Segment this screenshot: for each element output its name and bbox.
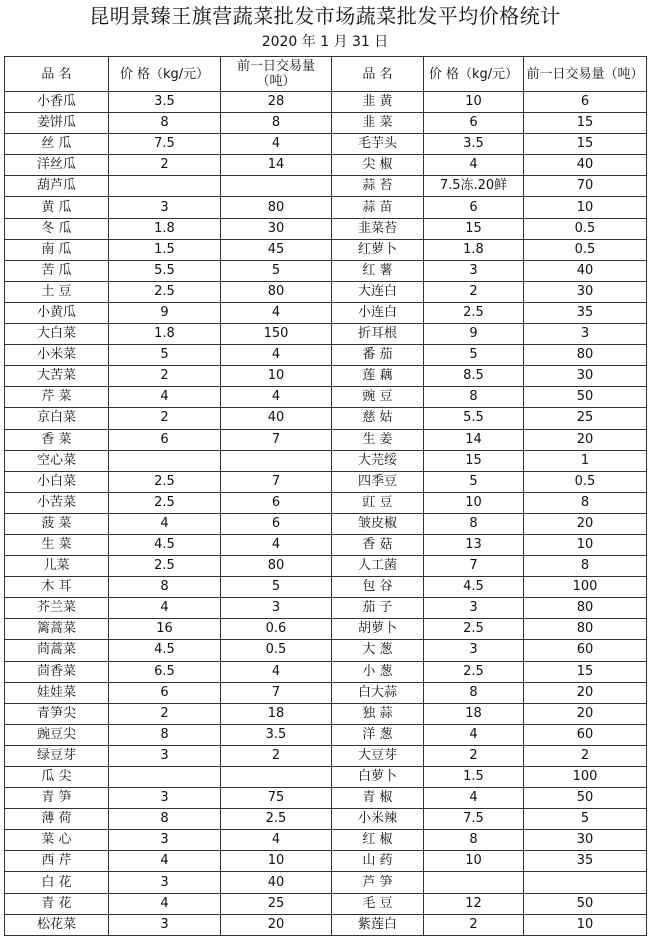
cell-price-right: 3	[424, 640, 524, 661]
cell-price-left: 3	[109, 914, 221, 935]
sheet-date: 2020 年 1 月 31 日	[261, 34, 389, 50]
cell-volume-left: 25	[221, 893, 332, 914]
cell-name-left: 菜 心	[5, 830, 109, 851]
cell-price-left: 4	[109, 387, 221, 408]
table-row	[5, 218, 647, 239]
cell-name-left: 生 菜	[5, 534, 109, 555]
cell-price-left: 8	[109, 113, 221, 134]
table-row	[5, 851, 647, 872]
cell-volume-left: 4	[221, 661, 332, 682]
cell-volume-right: 3	[524, 324, 647, 345]
cell-name-left: 茴香菜	[5, 661, 109, 682]
cell-price-right: 5	[424, 471, 524, 492]
cell-volume-right: 60	[524, 724, 647, 745]
cell-price-right: 7	[424, 556, 524, 577]
header-volume-right: 前一日交易量（吨）	[524, 57, 647, 92]
table-row	[5, 176, 647, 197]
cell-name-left: 菠 菜	[5, 513, 109, 534]
cell-name-right: 大 葱	[332, 640, 424, 661]
cell-price-right: 10	[424, 851, 524, 872]
cell-name-right: 蒜 苗	[332, 197, 424, 218]
table-row	[5, 239, 647, 260]
header-name-left: 品 名	[5, 57, 109, 92]
cell-volume-right: 30	[524, 281, 647, 302]
cell-volume-left: 4	[221, 387, 332, 408]
table-row	[5, 534, 647, 555]
table-row	[5, 429, 647, 450]
cell-name-right: 尖 椒	[332, 155, 424, 176]
cell-volume-right: 0.5	[524, 218, 647, 239]
cell-name-left: 小米菜	[5, 345, 109, 366]
cell-price-right: 12	[424, 893, 524, 914]
cell-volume-right: 70	[524, 176, 647, 197]
table-row	[5, 387, 647, 408]
cell-price-right: 2.5	[424, 661, 524, 682]
cell-volume-left: 14	[221, 155, 332, 176]
cell-name-right: 大豆芽	[332, 745, 424, 766]
cell-price-right: 3	[424, 260, 524, 281]
cell-price-left: 3	[109, 872, 221, 893]
cell-price-right: 10	[424, 92, 524, 113]
cell-name-right: 人工菌	[332, 556, 424, 577]
cell-name-right: 毛 豆	[332, 893, 424, 914]
cell-price-left: 4	[109, 893, 221, 914]
table-row	[5, 471, 647, 492]
cell-volume-left: 3	[221, 598, 332, 619]
cell-name-right: 紫莲白	[332, 914, 424, 935]
table-row	[5, 492, 647, 513]
cell-name-left: 薄 荷	[5, 809, 109, 830]
cell-name-right: 大连白	[332, 281, 424, 302]
cell-price-left: 8	[109, 809, 221, 830]
price-table	[4, 56, 647, 936]
cell-name-right: 蒜 苔	[332, 176, 424, 197]
cell-volume-left: 40	[221, 872, 332, 893]
table-row	[5, 724, 647, 745]
table-row	[5, 893, 647, 914]
cell-price-right: 3.5	[424, 134, 524, 155]
cell-volume-right: 20	[524, 682, 647, 703]
cell-price-left: 16	[109, 619, 221, 640]
cell-volume-left: 7	[221, 682, 332, 703]
cell-volume-right: 35	[524, 851, 647, 872]
cell-name-left: 绿豆芽	[5, 745, 109, 766]
table-row	[5, 408, 647, 429]
cell-name-left: 土 豆	[5, 281, 109, 302]
cell-price-right: 2	[424, 745, 524, 766]
cell-volume-left: 6	[221, 492, 332, 513]
cell-volume-left: 2.5	[221, 809, 332, 830]
cell-name-left: 南 瓜	[5, 239, 109, 260]
cell-name-right: 白萝卜	[332, 767, 424, 788]
cell-name-left: 冬 瓜	[5, 218, 109, 239]
table-row	[5, 450, 647, 471]
table-row	[5, 703, 647, 724]
cell-price-right: 6	[424, 197, 524, 218]
cell-price-right: 8	[424, 830, 524, 851]
cell-price-left: 3.5	[109, 92, 221, 113]
cell-volume-right: 15	[524, 134, 647, 155]
cell-volume-left: 150	[221, 324, 332, 345]
cell-name-left: 青 笋	[5, 788, 109, 809]
cell-volume-left	[221, 767, 332, 788]
cell-price-left: 4	[109, 598, 221, 619]
header-price-left: 价 格（kg/元）	[109, 57, 221, 92]
cell-volume-left: 18	[221, 703, 332, 724]
cell-price-left: 4	[109, 513, 221, 534]
cell-price-left: 7.5	[109, 134, 221, 155]
cell-volume-right: 15	[524, 113, 647, 134]
header-price-right: 价 格（kg/元）	[424, 57, 524, 92]
cell-name-right: 四季豆	[332, 471, 424, 492]
cell-price-right: 15	[424, 450, 524, 471]
cell-name-right: 红 椒	[332, 830, 424, 851]
table-row	[5, 513, 647, 534]
cell-volume-right: 25	[524, 408, 647, 429]
cell-price-left: 1.5	[109, 239, 221, 260]
cell-price-left: 6	[109, 429, 221, 450]
cell-name-right: 大芫绥	[332, 450, 424, 471]
cell-name-left: 大白菜	[5, 324, 109, 345]
cell-price-right: 8.5	[424, 366, 524, 387]
cell-volume-right: 5	[524, 809, 647, 830]
cell-volume-right: 10	[524, 534, 647, 555]
cell-volume-right: 10	[524, 914, 647, 935]
table-row	[5, 767, 647, 788]
cell-volume-right: 40	[524, 260, 647, 281]
cell-volume-left: 4	[221, 134, 332, 155]
cell-volume-left: 4	[221, 534, 332, 555]
cell-volume-right: 50	[524, 387, 647, 408]
cell-volume-right: 80	[524, 598, 647, 619]
cell-volume-right: 8	[524, 556, 647, 577]
cell-volume-left	[221, 450, 332, 471]
cell-name-right: 毛芋头	[332, 134, 424, 155]
cell-name-left: 娃娃菜	[5, 682, 109, 703]
cell-price-right: 10	[424, 492, 524, 513]
cell-name-right: 白大蒜	[332, 682, 424, 703]
cell-volume-right: 20	[524, 703, 647, 724]
cell-price-right: 9	[424, 324, 524, 345]
table-row	[5, 661, 647, 682]
cell-price-left: 2.5	[109, 492, 221, 513]
cell-name-left: 芥兰菜	[5, 598, 109, 619]
cell-name-right: 韭菜苔	[332, 218, 424, 239]
cell-name-left: 小白菜	[5, 471, 109, 492]
cell-price-left: 3	[109, 830, 221, 851]
cell-name-right: 折耳根	[332, 324, 424, 345]
cell-volume-right	[524, 872, 647, 893]
cell-price-right: 15	[424, 218, 524, 239]
cell-volume-left: 4	[221, 302, 332, 323]
cell-name-right: 生 姜	[332, 429, 424, 450]
sheet-title: 昆明景臻王旗营蔬菜批发市场蔬菜批发平均价格统计	[89, 4, 561, 28]
table-row	[5, 556, 647, 577]
cell-name-right: 小米辣	[332, 809, 424, 830]
cell-volume-left: 80	[221, 281, 332, 302]
table-row	[5, 619, 647, 640]
table-header-row	[5, 57, 647, 92]
cell-name-left: 空心菜	[5, 450, 109, 471]
cell-volume-right: 0.5	[524, 239, 647, 260]
cell-price-right: 1.8	[424, 239, 524, 260]
cell-name-right: 芦 笋	[332, 872, 424, 893]
cell-name-right: 韭 黄	[332, 92, 424, 113]
cell-volume-left: 2	[221, 745, 332, 766]
cell-name-right: 茄 子	[332, 598, 424, 619]
cell-volume-left: 7	[221, 429, 332, 450]
cell-price-left: 8	[109, 577, 221, 598]
cell-price-right: 4.5	[424, 577, 524, 598]
cell-price-left: 6.5	[109, 661, 221, 682]
table-row	[5, 155, 647, 176]
table-row	[5, 281, 647, 302]
cell-volume-right: 8	[524, 492, 647, 513]
cell-name-left: 小苦菜	[5, 492, 109, 513]
cell-volume-left	[221, 176, 332, 197]
cell-price-right: 6	[424, 113, 524, 134]
cell-price-left: 2	[109, 366, 221, 387]
cell-price-left: 2.5	[109, 556, 221, 577]
cell-volume-left: 0.5	[221, 640, 332, 661]
cell-price-right: 1.5	[424, 767, 524, 788]
cell-volume-left: 40	[221, 408, 332, 429]
cell-price-right: 4	[424, 155, 524, 176]
cell-price-right: 13	[424, 534, 524, 555]
cell-volume-left: 80	[221, 556, 332, 577]
cell-price-left: 1.8	[109, 324, 221, 345]
header-name-right: 品 名	[332, 57, 424, 92]
cell-name-left: 儿菜	[5, 556, 109, 577]
table-row	[5, 682, 647, 703]
cell-name-right: 皱皮椒	[332, 513, 424, 534]
cell-name-right: 青 椒	[332, 788, 424, 809]
cell-name-right: 红 薯	[332, 260, 424, 281]
table-row	[5, 134, 647, 155]
cell-name-right: 独 蒜	[332, 703, 424, 724]
cell-name-left: 小黄瓜	[5, 302, 109, 323]
cell-name-right: 番 茄	[332, 345, 424, 366]
cell-name-left: 木 耳	[5, 577, 109, 598]
cell-price-left: 2.5	[109, 281, 221, 302]
cell-name-right: 慈 姑	[332, 408, 424, 429]
cell-volume-left: 4	[221, 345, 332, 366]
cell-volume-left: 75	[221, 788, 332, 809]
cell-volume-left: 3.5	[221, 724, 332, 745]
cell-name-right: 包 谷	[332, 577, 424, 598]
cell-name-right: 洋 葱	[332, 724, 424, 745]
cell-name-right: 胡萝卜	[332, 619, 424, 640]
cell-price-left: 1.8	[109, 218, 221, 239]
cell-price-left	[109, 450, 221, 471]
cell-volume-right: 50	[524, 893, 647, 914]
cell-name-left: 松花菜	[5, 914, 109, 935]
cell-name-left: 西 芹	[5, 851, 109, 872]
cell-name-left: 黄 瓜	[5, 197, 109, 218]
cell-volume-right: 100	[524, 577, 647, 598]
cell-name-right: 香 菇	[332, 534, 424, 555]
cell-price-left: 2	[109, 408, 221, 429]
table-row	[5, 92, 647, 113]
cell-price-right: 14	[424, 429, 524, 450]
cell-volume-right: 80	[524, 619, 647, 640]
cell-price-left: 4.5	[109, 534, 221, 555]
cell-volume-right: 20	[524, 513, 647, 534]
cell-name-left: 大苦菜	[5, 366, 109, 387]
table-row	[5, 324, 647, 345]
cell-name-right: 韭 菜	[332, 113, 424, 134]
table-row	[5, 366, 647, 387]
table-row	[5, 809, 647, 830]
cell-volume-left: 20	[221, 914, 332, 935]
table-row	[5, 640, 647, 661]
cell-volume-right: 6	[524, 92, 647, 113]
cell-price-left: 3	[109, 197, 221, 218]
cell-name-left: 白 花	[5, 872, 109, 893]
cell-price-right: 4	[424, 724, 524, 745]
cell-price-right: 7.5	[424, 809, 524, 830]
cell-name-right: 莲 藕	[332, 366, 424, 387]
cell-name-left: 香 菜	[5, 429, 109, 450]
table-row	[5, 577, 647, 598]
cell-price-left: 3	[109, 788, 221, 809]
cell-volume-left: 0.6	[221, 619, 332, 640]
cell-volume-left: 5	[221, 260, 332, 281]
cell-volume-right: 15	[524, 661, 647, 682]
cell-price-right: 7.5冻.20鲜	[424, 176, 524, 197]
cell-volume-right: 80	[524, 345, 647, 366]
cell-name-right: 小连白	[332, 302, 424, 323]
cell-price-left: 4.5	[109, 640, 221, 661]
cell-price-right: 2	[424, 914, 524, 935]
cell-name-left: 青 花	[5, 893, 109, 914]
cell-volume-left: 10	[221, 366, 332, 387]
cell-name-left: 茼蒿菜	[5, 640, 109, 661]
cell-price-left: 2	[109, 703, 221, 724]
cell-name-right: 豇 豆	[332, 492, 424, 513]
table-row	[5, 788, 647, 809]
table-row	[5, 113, 647, 134]
cell-volume-right: 40	[524, 155, 647, 176]
cell-price-left: 2	[109, 155, 221, 176]
cell-price-left: 8	[109, 724, 221, 745]
cell-volume-left: 28	[221, 92, 332, 113]
cell-price-left	[109, 176, 221, 197]
cell-price-right: 2.5	[424, 619, 524, 640]
cell-volume-left: 8	[221, 113, 332, 134]
table-row	[5, 598, 647, 619]
cell-price-right: 2.5	[424, 302, 524, 323]
cell-volume-right: 10	[524, 197, 647, 218]
cell-price-left: 5.5	[109, 260, 221, 281]
cell-name-left: 苦 瓜	[5, 260, 109, 281]
cell-name-left: 葫芦瓜	[5, 176, 109, 197]
cell-name-left: 小香瓜	[5, 92, 109, 113]
table-row	[5, 914, 647, 935]
table-row	[5, 830, 647, 851]
cell-name-left: 篱蒿菜	[5, 619, 109, 640]
cell-volume-left: 7	[221, 471, 332, 492]
cell-price-right: 8	[424, 682, 524, 703]
cell-price-left	[109, 767, 221, 788]
cell-name-left: 姜饼瓜	[5, 113, 109, 134]
cell-name-left: 京白菜	[5, 408, 109, 429]
cell-price-right: 4	[424, 788, 524, 809]
cell-name-left: 洋丝瓜	[5, 155, 109, 176]
table-row	[5, 197, 647, 218]
cell-volume-right: 60	[524, 640, 647, 661]
cell-volume-right: 35	[524, 302, 647, 323]
cell-volume-left: 10	[221, 851, 332, 872]
cell-price-right: 5	[424, 345, 524, 366]
table-row	[5, 872, 647, 893]
header-volume-left: 前一日交易量（吨）	[221, 57, 332, 92]
cell-name-left: 芹 菜	[5, 387, 109, 408]
table-row	[5, 745, 647, 766]
cell-name-right: 红萝卜	[332, 239, 424, 260]
cell-price-right: 8	[424, 513, 524, 534]
cell-volume-right: 30	[524, 830, 647, 851]
cell-price-right	[424, 872, 524, 893]
cell-price-right: 18	[424, 703, 524, 724]
cell-price-left: 4	[109, 851, 221, 872]
cell-volume-right: 1	[524, 450, 647, 471]
table-body	[5, 92, 647, 936]
cell-price-right: 5.5	[424, 408, 524, 429]
cell-volume-left: 5	[221, 577, 332, 598]
cell-price-right: 8	[424, 387, 524, 408]
cell-name-left: 青笋尖	[5, 703, 109, 724]
cell-price-left: 9	[109, 302, 221, 323]
cell-volume-left: 30	[221, 218, 332, 239]
cell-price-left: 3	[109, 745, 221, 766]
cell-volume-right: 100	[524, 767, 647, 788]
cell-price-left: 2.5	[109, 471, 221, 492]
cell-name-left: 丝 瓜	[5, 134, 109, 155]
cell-volume-right: 30	[524, 366, 647, 387]
table-row	[5, 345, 647, 366]
cell-price-left: 6	[109, 682, 221, 703]
cell-name-right: 豌 豆	[332, 387, 424, 408]
cell-volume-left: 45	[221, 239, 332, 260]
cell-volume-right: 20	[524, 429, 647, 450]
cell-volume-left: 4	[221, 830, 332, 851]
cell-volume-left: 80	[221, 197, 332, 218]
cell-name-left: 豌豆尖	[5, 724, 109, 745]
cell-price-right: 2	[424, 281, 524, 302]
cell-name-right: 小 葱	[332, 661, 424, 682]
cell-price-right: 3	[424, 598, 524, 619]
cell-name-right: 山 药	[332, 851, 424, 872]
table-row	[5, 260, 647, 281]
cell-volume-right: 0.5	[524, 471, 647, 492]
cell-volume-right: 2	[524, 745, 647, 766]
cell-volume-left: 6	[221, 513, 332, 534]
table-row	[5, 302, 647, 323]
cell-name-left: 瓜 尖	[5, 767, 109, 788]
cell-volume-right: 50	[524, 788, 647, 809]
cell-price-left: 5	[109, 345, 221, 366]
